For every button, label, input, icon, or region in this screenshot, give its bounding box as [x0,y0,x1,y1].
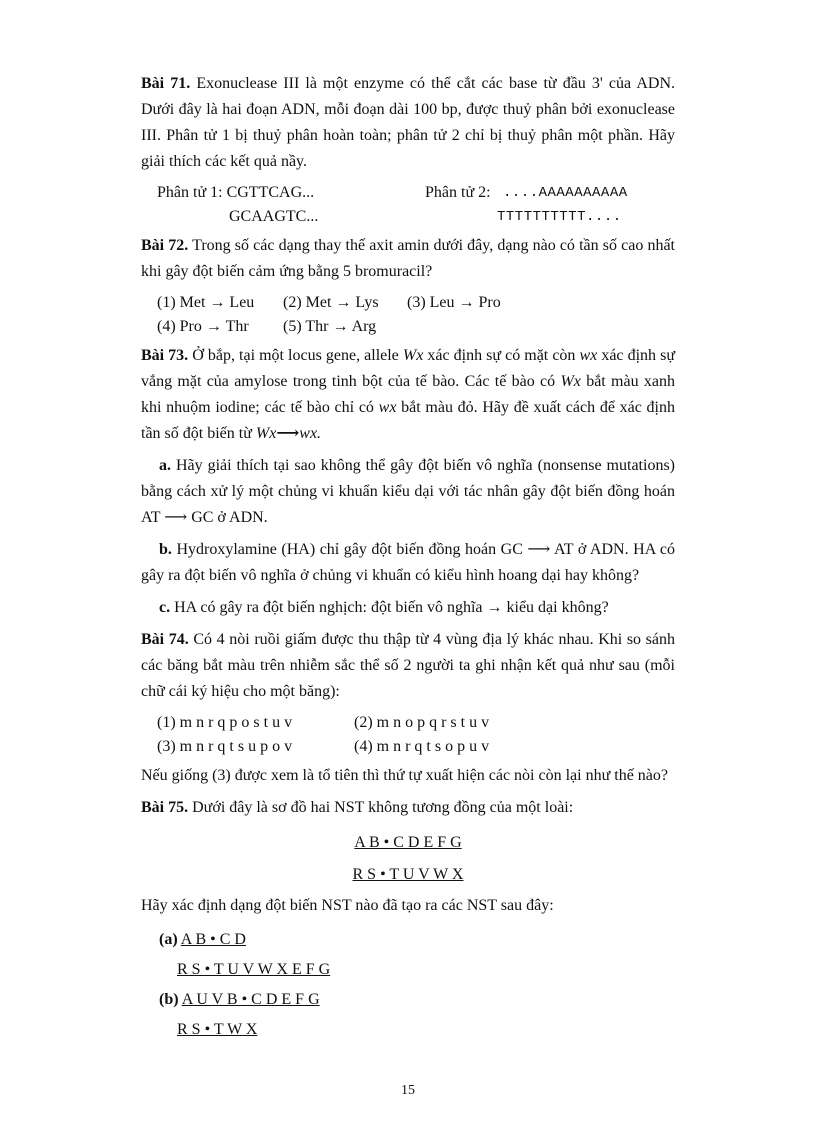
exercise-72 [141,233,675,285]
option-5: (5) Thr → Arg [283,318,377,335]
mutant-a-label-wrap [159,925,246,955]
exercise-75 [141,795,675,821]
arrow-icon: ⟶ [276,425,300,442]
strain-2: (2) m n o p q r s t u v [354,714,490,731]
strain-3: (3) m n r q t s u p o v [157,738,293,755]
exercise-74 [141,627,675,705]
exercise-71 [141,71,675,175]
mutant-b-chromosome-1: A U V B • C D E F G [181,991,320,1008]
exercise-73 [141,343,675,447]
exercise-75-text: Dưới đây là sơ đồ hai NST không tương đồng của một loài: [188,799,574,816]
part-a-text: Hãy giải thích tại sao không thể gây đột biến vô nghĩa (nonsense mutations) bằng cách xử lý một chủng vi khuẩn kiểu dại với tác nhân gây đột biến đồng hoán AT ⟶ GC ở ADN. [141,457,675,526]
exercise-74-label: Bài 74. [141,631,189,648]
option-1: (1) Met → Leu [157,294,255,311]
allele-wx-recessive: wx. [299,425,322,442]
exercise-73-text-4: bắt màu xanh khi nhuộm iodine; các tế bào chỉ có [141,373,675,416]
exercise-72-label: Bài 72. [141,237,189,254]
chromosome-1: A B • C D E F G [354,834,462,851]
mutant-a-label: (a) [159,931,178,948]
allele-wx-dominant: Wx [255,425,277,442]
molecule-2-strand-2: TTTTTTTTTT.... [497,209,622,225]
strain-1: (1) m n r q p o s t u v [157,714,293,731]
part-b-text: Hydroxylamine (HA) chỉ gây đột biến đồng hoán GC ⟶ AT ở ADN. HA có gây ra đột biến vô nghĩa ở chủng vi khuẩn có kiểu hình hoang dại hay không? [141,541,675,584]
part-a-label: a. [159,457,171,474]
mutant-b-chromosome-2: R S • T W X [177,1021,258,1038]
mutant-b-label-wrap [159,985,320,1015]
exercise-75-label: Bài 75. [141,799,189,816]
molecule-2-strand-1: ....AAAAAAAAAA [503,185,628,201]
mutant-a-line-2 [141,955,675,985]
molecule-row-1 [141,181,675,205]
exercise-73-label: Bài 73. [141,347,189,364]
exercise-74-question: Nếu giống (3) được xem là tổ tiên thì thứ tự xuất hiện các nòi còn lại như thế nào? [141,767,669,784]
allele-wx-recessive: wx [378,399,397,416]
band-row-1 [141,711,675,735]
exercise-75-question: Hãy xác định dạng đột biến NST nào đã tạo ra các NST sau đây: [141,897,554,914]
band-row-2 [141,735,675,759]
option-2: (2) Met → Lys [283,294,379,311]
part-b-label: b. [159,541,172,558]
option-3: (3) Leu → Pro [407,294,501,311]
exercise-73-part-a [141,453,675,531]
molecule-1-strand-2: GCAAGTC... [229,208,319,225]
allele-wx-dominant: Wx [402,347,424,364]
mutant-b-line-2 [141,1015,675,1045]
chromosome-2: R S • T U V W X [352,866,464,883]
option-4: (4) Pro → Thr [157,318,249,335]
document-page [141,71,675,1045]
molecule-row-2 [141,205,675,229]
mutant-b-line-1 [141,985,675,1015]
exercise-72-text: Trong số các dạng thay thế axit amin dưới đây, dạng nào có tần số cao nhất khi gây đột biến cảm ứng bằng 5 bromuracil? [141,237,675,280]
exercise-74-text: Có 4 nòi ruồi giấm được thu thập từ 4 vùng địa lý khác nhau. Khi so sánh các băng bắt màu trên nhiễm sắc thể số 2 người ta ghi nhận kết quả như sau (mỗi chữ cái ký hiệu cho một băng): [141,631,676,700]
exercise-73-text-5: bắt màu đỏ. Hãy đề xuất cách để xác định tần số đột biến từ [141,399,676,442]
exercise-71-label: Bài 71. [141,75,191,92]
molecule-1-strand-1: Phân tử 1: CGTTCAG... [157,184,315,201]
exercise-73-text-2: xác định sự có mặt còn [423,347,580,364]
substitution-row-1 [141,291,675,315]
mutant-a-chromosome-1: A B • C D [180,931,246,948]
exercise-73-text-1: Ở bắp, tại một locus gene, allele [188,347,403,364]
mutant-a-chromosome-2: R S • T U V W X E F G [177,961,331,978]
part-c-text: HA có gây ra đột biến nghịch: đột biến vô nghĩa → kiểu dại không? [170,599,609,616]
part-c-label: c. [159,599,171,616]
mutant-b-label: (b) [159,991,179,1008]
substitution-row-2 [141,315,675,339]
exercise-71-text: Exonuclease III là một enzyme có thể cắt các base từ đầu 3' của ADN. Dưới đây là hai đoạn ADN, mỗi đoạn dài 100 bp, được thuỷ phân bởi exonuclease III. Phân tử 1 bị thuỷ phân hoàn toàn; phân tử 2 chỉ bị thuỷ phân một phần. Hãy giải thích các kết quả nầy. [141,75,676,170]
allele-wx-dominant: Wx [560,373,581,390]
page-number: 15 [401,1083,415,1098]
molecule-2-label: Phân tử 2: [425,184,491,201]
mutant-a-line-1 [141,925,675,955]
exercise-73-part-c [141,595,675,621]
allele-wx-recessive: wx [579,347,598,364]
exercise-73-part-b [141,537,675,589]
strain-4: (4) m n r q t s o p u v [354,738,490,755]
exercise-73-text-3: xác định sự vắng mặt của amylose trong tinh bột của tế bào. Các tế bào có [141,347,676,390]
